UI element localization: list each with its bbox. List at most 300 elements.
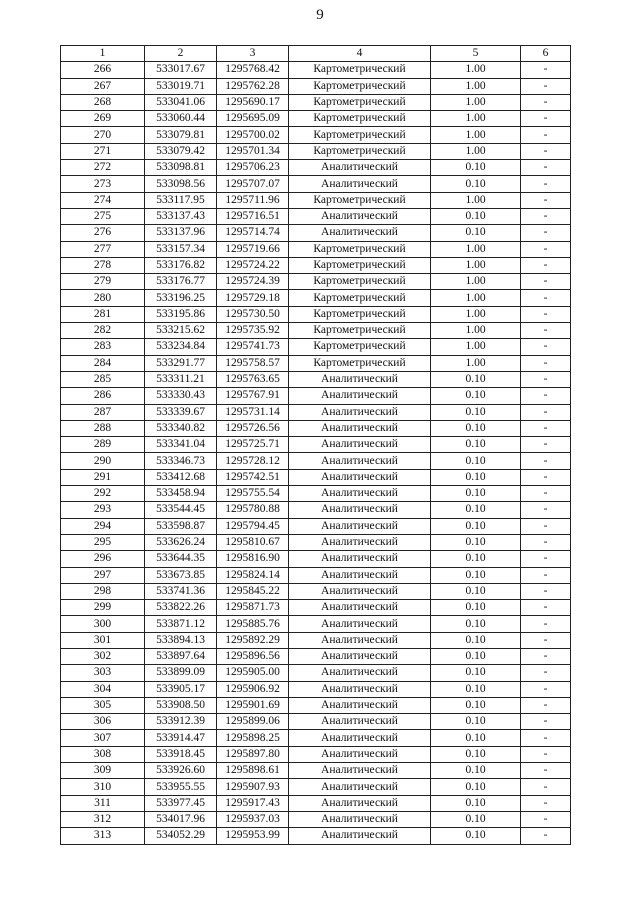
x-coordinate-cell: 533176.82 bbox=[145, 257, 217, 273]
note-cell: - bbox=[521, 94, 571, 110]
x-coordinate-cell: 533137.96 bbox=[145, 225, 217, 241]
note-cell: - bbox=[521, 681, 571, 697]
table-row bbox=[61, 828, 571, 844]
table-header-row bbox=[61, 46, 571, 62]
table-row bbox=[61, 551, 571, 567]
point-number-cell: 304 bbox=[61, 681, 145, 697]
accuracy-cell: 0.10 bbox=[431, 518, 521, 534]
table-row bbox=[61, 437, 571, 453]
point-number-cell: 313 bbox=[61, 828, 145, 844]
point-number-cell: 274 bbox=[61, 192, 145, 208]
method-cell: Картометрический bbox=[289, 257, 431, 273]
accuracy-cell: 0.10 bbox=[431, 453, 521, 469]
accuracy-cell: 0.10 bbox=[431, 160, 521, 176]
point-number-cell: 288 bbox=[61, 420, 145, 436]
point-number-cell: 299 bbox=[61, 600, 145, 616]
method-cell: Аналитический bbox=[289, 632, 431, 648]
accuracy-cell: 1.00 bbox=[431, 257, 521, 273]
table-row bbox=[61, 632, 571, 648]
table-row bbox=[61, 62, 571, 78]
point-number-cell: 287 bbox=[61, 404, 145, 420]
y-coordinate-cell: 1295810.67 bbox=[217, 534, 289, 550]
coordinates-table bbox=[60, 45, 571, 845]
accuracy-cell: 1.00 bbox=[431, 274, 521, 290]
y-coordinate-cell: 1295714.74 bbox=[217, 225, 289, 241]
point-number-cell: 289 bbox=[61, 437, 145, 453]
table-row bbox=[61, 697, 571, 713]
note-cell: - bbox=[521, 665, 571, 681]
note-cell: - bbox=[521, 632, 571, 648]
y-coordinate-cell: 1295707.07 bbox=[217, 176, 289, 192]
y-coordinate-cell: 1295706.23 bbox=[217, 160, 289, 176]
y-coordinate-cell: 1295917.43 bbox=[217, 795, 289, 811]
y-coordinate-cell: 1295695.09 bbox=[217, 111, 289, 127]
accuracy-cell: 0.10 bbox=[431, 534, 521, 550]
y-coordinate-cell: 1295716.51 bbox=[217, 208, 289, 224]
note-cell: - bbox=[521, 795, 571, 811]
accuracy-cell: 0.10 bbox=[431, 583, 521, 599]
accuracy-cell: 1.00 bbox=[431, 355, 521, 371]
point-number-cell: 309 bbox=[61, 763, 145, 779]
y-coordinate-cell: 1295871.73 bbox=[217, 600, 289, 616]
table-row bbox=[61, 583, 571, 599]
accuracy-cell: 0.10 bbox=[431, 616, 521, 632]
y-coordinate-cell: 1295731.14 bbox=[217, 404, 289, 420]
point-number-cell: 277 bbox=[61, 241, 145, 257]
x-coordinate-cell: 533339.67 bbox=[145, 404, 217, 420]
x-coordinate-cell: 533060.44 bbox=[145, 111, 217, 127]
x-coordinate-cell: 533340.82 bbox=[145, 420, 217, 436]
note-cell: - bbox=[521, 616, 571, 632]
accuracy-cell: 0.10 bbox=[431, 371, 521, 387]
x-coordinate-cell: 533196.25 bbox=[145, 290, 217, 306]
y-coordinate-cell: 1295897.80 bbox=[217, 746, 289, 762]
y-coordinate-cell: 1295719.66 bbox=[217, 241, 289, 257]
table-row bbox=[61, 404, 571, 420]
x-coordinate-cell: 533311.21 bbox=[145, 371, 217, 387]
table-row bbox=[61, 518, 571, 534]
x-coordinate-cell: 533905.17 bbox=[145, 681, 217, 697]
point-number-cell: 294 bbox=[61, 518, 145, 534]
note-cell: - bbox=[521, 208, 571, 224]
x-coordinate-cell: 533912.39 bbox=[145, 714, 217, 730]
accuracy-cell: 0.10 bbox=[431, 632, 521, 648]
method-cell: Аналитический bbox=[289, 681, 431, 697]
table-row bbox=[61, 388, 571, 404]
method-cell: Картометрический bbox=[289, 241, 431, 257]
table-row bbox=[61, 795, 571, 811]
point-number-cell: 290 bbox=[61, 453, 145, 469]
accuracy-cell: 1.00 bbox=[431, 94, 521, 110]
method-cell: Аналитический bbox=[289, 534, 431, 550]
note-cell: - bbox=[521, 241, 571, 257]
column-header: 6 bbox=[521, 46, 571, 62]
note-cell: - bbox=[521, 62, 571, 78]
y-coordinate-cell: 1295728.12 bbox=[217, 453, 289, 469]
accuracy-cell: 0.10 bbox=[431, 486, 521, 502]
column-header: 4 bbox=[289, 46, 431, 62]
note-cell: - bbox=[521, 600, 571, 616]
table-row bbox=[61, 779, 571, 795]
y-coordinate-cell: 1295741.73 bbox=[217, 339, 289, 355]
method-cell: Аналитический bbox=[289, 437, 431, 453]
note-cell: - bbox=[521, 518, 571, 534]
accuracy-cell: 0.10 bbox=[431, 828, 521, 844]
x-coordinate-cell: 533041.06 bbox=[145, 94, 217, 110]
y-coordinate-cell: 1295711.96 bbox=[217, 192, 289, 208]
y-coordinate-cell: 1295896.56 bbox=[217, 648, 289, 664]
table-row bbox=[61, 176, 571, 192]
point-number-cell: 312 bbox=[61, 811, 145, 827]
method-cell: Аналитический bbox=[289, 567, 431, 583]
table-row bbox=[61, 714, 571, 730]
x-coordinate-cell: 533914.47 bbox=[145, 730, 217, 746]
table-row bbox=[61, 469, 571, 485]
method-cell: Картометрический bbox=[289, 143, 431, 159]
table-row bbox=[61, 111, 571, 127]
accuracy-cell: 0.10 bbox=[431, 567, 521, 583]
page-number: 9 bbox=[316, 7, 324, 23]
y-coordinate-cell: 1295742.51 bbox=[217, 469, 289, 485]
table-row bbox=[61, 127, 571, 143]
accuracy-cell: 1.00 bbox=[431, 127, 521, 143]
method-cell: Аналитический bbox=[289, 486, 431, 502]
note-cell: - bbox=[521, 714, 571, 730]
table-row bbox=[61, 208, 571, 224]
point-number-cell: 305 bbox=[61, 697, 145, 713]
accuracy-cell: 0.10 bbox=[431, 176, 521, 192]
y-coordinate-cell: 1295762.28 bbox=[217, 78, 289, 94]
table-row bbox=[61, 648, 571, 664]
table-row bbox=[61, 600, 571, 616]
y-coordinate-cell: 1295730.50 bbox=[217, 306, 289, 322]
note-cell: - bbox=[521, 583, 571, 599]
method-cell: Аналитический bbox=[289, 469, 431, 485]
accuracy-cell: 0.10 bbox=[431, 551, 521, 567]
point-number-cell: 284 bbox=[61, 355, 145, 371]
x-coordinate-cell: 533330.43 bbox=[145, 388, 217, 404]
point-number-cell: 295 bbox=[61, 534, 145, 550]
column-header: 3 bbox=[217, 46, 289, 62]
note-cell: - bbox=[521, 257, 571, 273]
y-coordinate-cell: 1295690.17 bbox=[217, 94, 289, 110]
accuracy-cell: 0.10 bbox=[431, 648, 521, 664]
note-cell: - bbox=[521, 420, 571, 436]
accuracy-cell: 0.10 bbox=[431, 681, 521, 697]
y-coordinate-cell: 1295906.92 bbox=[217, 681, 289, 697]
y-coordinate-cell: 1295905.00 bbox=[217, 665, 289, 681]
note-cell: - bbox=[521, 160, 571, 176]
point-number-cell: 280 bbox=[61, 290, 145, 306]
accuracy-cell: 0.10 bbox=[431, 795, 521, 811]
x-coordinate-cell: 533741.36 bbox=[145, 583, 217, 599]
point-number-cell: 300 bbox=[61, 616, 145, 632]
note-cell: - bbox=[521, 811, 571, 827]
note-cell: - bbox=[521, 371, 571, 387]
method-cell: Аналитический bbox=[289, 811, 431, 827]
point-number-cell: 267 bbox=[61, 78, 145, 94]
method-cell: Картометрический bbox=[289, 274, 431, 290]
point-number-cell: 279 bbox=[61, 274, 145, 290]
accuracy-cell: 0.10 bbox=[431, 714, 521, 730]
point-number-cell: 268 bbox=[61, 94, 145, 110]
x-coordinate-cell: 533918.45 bbox=[145, 746, 217, 762]
note-cell: - bbox=[521, 306, 571, 322]
point-number-cell: 306 bbox=[61, 714, 145, 730]
point-number-cell: 291 bbox=[61, 469, 145, 485]
table-row bbox=[61, 371, 571, 387]
x-coordinate-cell: 533079.81 bbox=[145, 127, 217, 143]
x-coordinate-cell: 533215.62 bbox=[145, 323, 217, 339]
table-row bbox=[61, 160, 571, 176]
x-coordinate-cell: 533234.84 bbox=[145, 339, 217, 355]
note-cell: - bbox=[521, 763, 571, 779]
method-cell: Аналитический bbox=[289, 583, 431, 599]
table-row bbox=[61, 225, 571, 241]
table-row bbox=[61, 502, 571, 518]
x-coordinate-cell: 533341.04 bbox=[145, 437, 217, 453]
accuracy-cell: 0.10 bbox=[431, 600, 521, 616]
note-cell: - bbox=[521, 176, 571, 192]
table-row bbox=[61, 355, 571, 371]
table-row bbox=[61, 306, 571, 322]
accuracy-cell: 0.10 bbox=[431, 469, 521, 485]
note-cell: - bbox=[521, 697, 571, 713]
point-number-cell: 292 bbox=[61, 486, 145, 502]
table-row bbox=[61, 567, 571, 583]
y-coordinate-cell: 1295794.45 bbox=[217, 518, 289, 534]
point-number-cell: 266 bbox=[61, 62, 145, 78]
accuracy-cell: 1.00 bbox=[431, 323, 521, 339]
note-cell: - bbox=[521, 290, 571, 306]
method-cell: Аналитический bbox=[289, 828, 431, 844]
accuracy-cell: 0.10 bbox=[431, 811, 521, 827]
y-coordinate-cell: 1295907.93 bbox=[217, 779, 289, 795]
point-number-cell: 282 bbox=[61, 323, 145, 339]
note-cell: - bbox=[521, 551, 571, 567]
method-cell: Аналитический bbox=[289, 730, 431, 746]
method-cell: Картометрический bbox=[289, 306, 431, 322]
point-number-cell: 307 bbox=[61, 730, 145, 746]
y-coordinate-cell: 1295755.54 bbox=[217, 486, 289, 502]
method-cell: Аналитический bbox=[289, 616, 431, 632]
point-number-cell: 303 bbox=[61, 665, 145, 681]
table-row bbox=[61, 616, 571, 632]
table-row bbox=[61, 534, 571, 550]
x-coordinate-cell: 533019.71 bbox=[145, 78, 217, 94]
accuracy-cell: 1.00 bbox=[431, 78, 521, 94]
accuracy-cell: 0.10 bbox=[431, 779, 521, 795]
x-coordinate-cell: 533897.64 bbox=[145, 648, 217, 664]
accuracy-cell: 0.10 bbox=[431, 404, 521, 420]
point-number-cell: 311 bbox=[61, 795, 145, 811]
y-coordinate-cell: 1295953.99 bbox=[217, 828, 289, 844]
y-coordinate-cell: 1295898.25 bbox=[217, 730, 289, 746]
accuracy-cell: 1.00 bbox=[431, 290, 521, 306]
table-row bbox=[61, 811, 571, 827]
y-coordinate-cell: 1295767.91 bbox=[217, 388, 289, 404]
method-cell: Аналитический bbox=[289, 763, 431, 779]
accuracy-cell: 1.00 bbox=[431, 339, 521, 355]
accuracy-cell: 1.00 bbox=[431, 62, 521, 78]
point-number-cell: 271 bbox=[61, 143, 145, 159]
x-coordinate-cell: 533291.77 bbox=[145, 355, 217, 371]
note-cell: - bbox=[521, 534, 571, 550]
method-cell: Аналитический bbox=[289, 714, 431, 730]
accuracy-cell: 0.10 bbox=[431, 420, 521, 436]
table-row bbox=[61, 274, 571, 290]
point-number-cell: 278 bbox=[61, 257, 145, 273]
accuracy-cell: 0.10 bbox=[431, 388, 521, 404]
point-number-cell: 273 bbox=[61, 176, 145, 192]
point-number-cell: 286 bbox=[61, 388, 145, 404]
point-number-cell: 272 bbox=[61, 160, 145, 176]
table-row bbox=[61, 78, 571, 94]
point-number-cell: 293 bbox=[61, 502, 145, 518]
x-coordinate-cell: 534052.29 bbox=[145, 828, 217, 844]
table-row bbox=[61, 665, 571, 681]
point-number-cell: 308 bbox=[61, 746, 145, 762]
y-coordinate-cell: 1295892.29 bbox=[217, 632, 289, 648]
x-coordinate-cell: 533626.24 bbox=[145, 534, 217, 550]
x-coordinate-cell: 533955.55 bbox=[145, 779, 217, 795]
y-coordinate-cell: 1295701.34 bbox=[217, 143, 289, 159]
y-coordinate-cell: 1295724.22 bbox=[217, 257, 289, 273]
x-coordinate-cell: 533598.87 bbox=[145, 518, 217, 534]
table-row bbox=[61, 486, 571, 502]
point-number-cell: 285 bbox=[61, 371, 145, 387]
table-row bbox=[61, 257, 571, 273]
x-coordinate-cell: 533412.68 bbox=[145, 469, 217, 485]
note-cell: - bbox=[521, 567, 571, 583]
x-coordinate-cell: 533644.35 bbox=[145, 551, 217, 567]
accuracy-cell: 1.00 bbox=[431, 143, 521, 159]
method-cell: Картометрический bbox=[289, 323, 431, 339]
note-cell: - bbox=[521, 730, 571, 746]
note-cell: - bbox=[521, 779, 571, 795]
x-coordinate-cell: 533673.85 bbox=[145, 567, 217, 583]
note-cell: - bbox=[521, 453, 571, 469]
note-cell: - bbox=[521, 355, 571, 371]
x-coordinate-cell: 533176.77 bbox=[145, 274, 217, 290]
method-cell: Картометрический bbox=[289, 339, 431, 355]
note-cell: - bbox=[521, 828, 571, 844]
table-row bbox=[61, 241, 571, 257]
note-cell: - bbox=[521, 486, 571, 502]
x-coordinate-cell: 533926.60 bbox=[145, 763, 217, 779]
note-cell: - bbox=[521, 404, 571, 420]
y-coordinate-cell: 1295885.76 bbox=[217, 616, 289, 632]
method-cell: Аналитический bbox=[289, 453, 431, 469]
method-cell: Аналитический bbox=[289, 795, 431, 811]
method-cell: Аналитический bbox=[289, 502, 431, 518]
note-cell: - bbox=[521, 746, 571, 762]
point-number-cell: 270 bbox=[61, 127, 145, 143]
y-coordinate-cell: 1295768.42 bbox=[217, 62, 289, 78]
accuracy-cell: 0.10 bbox=[431, 437, 521, 453]
note-cell: - bbox=[521, 111, 571, 127]
x-coordinate-cell: 533894.13 bbox=[145, 632, 217, 648]
method-cell: Аналитический bbox=[289, 404, 431, 420]
y-coordinate-cell: 1295724.39 bbox=[217, 274, 289, 290]
point-number-cell: 297 bbox=[61, 567, 145, 583]
note-cell: - bbox=[521, 143, 571, 159]
point-number-cell: 296 bbox=[61, 551, 145, 567]
x-coordinate-cell: 533079.42 bbox=[145, 143, 217, 159]
note-cell: - bbox=[521, 323, 571, 339]
note-cell: - bbox=[521, 388, 571, 404]
method-cell: Аналитический bbox=[289, 518, 431, 534]
y-coordinate-cell: 1295937.03 bbox=[217, 811, 289, 827]
method-cell: Аналитический bbox=[289, 779, 431, 795]
x-coordinate-cell: 533899.09 bbox=[145, 665, 217, 681]
x-coordinate-cell: 533098.81 bbox=[145, 160, 217, 176]
method-cell: Аналитический bbox=[289, 225, 431, 241]
accuracy-cell: 0.10 bbox=[431, 225, 521, 241]
point-number-cell: 269 bbox=[61, 111, 145, 127]
note-cell: - bbox=[521, 437, 571, 453]
y-coordinate-cell: 1295726.56 bbox=[217, 420, 289, 436]
table-row bbox=[61, 746, 571, 762]
note-cell: - bbox=[521, 127, 571, 143]
x-coordinate-cell: 533977.45 bbox=[145, 795, 217, 811]
accuracy-cell: 0.10 bbox=[431, 730, 521, 746]
y-coordinate-cell: 1295816.90 bbox=[217, 551, 289, 567]
y-coordinate-cell: 1295901.69 bbox=[217, 697, 289, 713]
method-cell: Картометрический bbox=[289, 62, 431, 78]
table-row bbox=[61, 339, 571, 355]
accuracy-cell: 0.10 bbox=[431, 208, 521, 224]
x-coordinate-cell: 533908.50 bbox=[145, 697, 217, 713]
method-cell: Аналитический bbox=[289, 697, 431, 713]
x-coordinate-cell: 533822.26 bbox=[145, 600, 217, 616]
y-coordinate-cell: 1295700.02 bbox=[217, 127, 289, 143]
note-cell: - bbox=[521, 502, 571, 518]
table-row bbox=[61, 420, 571, 436]
accuracy-cell: 0.10 bbox=[431, 763, 521, 779]
method-cell: Аналитический bbox=[289, 746, 431, 762]
note-cell: - bbox=[521, 648, 571, 664]
method-cell: Аналитический bbox=[289, 551, 431, 567]
point-number-cell: 298 bbox=[61, 583, 145, 599]
method-cell: Аналитический bbox=[289, 160, 431, 176]
note-cell: - bbox=[521, 192, 571, 208]
y-coordinate-cell: 1295898.61 bbox=[217, 763, 289, 779]
note-cell: - bbox=[521, 274, 571, 290]
table-body bbox=[61, 62, 571, 844]
table-row bbox=[61, 763, 571, 779]
method-cell: Аналитический bbox=[289, 208, 431, 224]
table-row bbox=[61, 192, 571, 208]
y-coordinate-cell: 1295824.14 bbox=[217, 567, 289, 583]
note-cell: - bbox=[521, 469, 571, 485]
x-coordinate-cell: 533544.45 bbox=[145, 502, 217, 518]
method-cell: Картометрический bbox=[289, 111, 431, 127]
x-coordinate-cell: 533017.67 bbox=[145, 62, 217, 78]
table-row bbox=[61, 453, 571, 469]
point-number-cell: 302 bbox=[61, 648, 145, 664]
table-row bbox=[61, 94, 571, 110]
accuracy-cell: 0.10 bbox=[431, 746, 521, 762]
point-number-cell: 283 bbox=[61, 339, 145, 355]
x-coordinate-cell: 533157.34 bbox=[145, 241, 217, 257]
accuracy-cell: 1.00 bbox=[431, 241, 521, 257]
method-cell: Картометрический bbox=[289, 290, 431, 306]
y-coordinate-cell: 1295780.88 bbox=[217, 502, 289, 518]
table-row bbox=[61, 143, 571, 159]
method-cell: Аналитический bbox=[289, 600, 431, 616]
method-cell: Аналитический bbox=[289, 665, 431, 681]
